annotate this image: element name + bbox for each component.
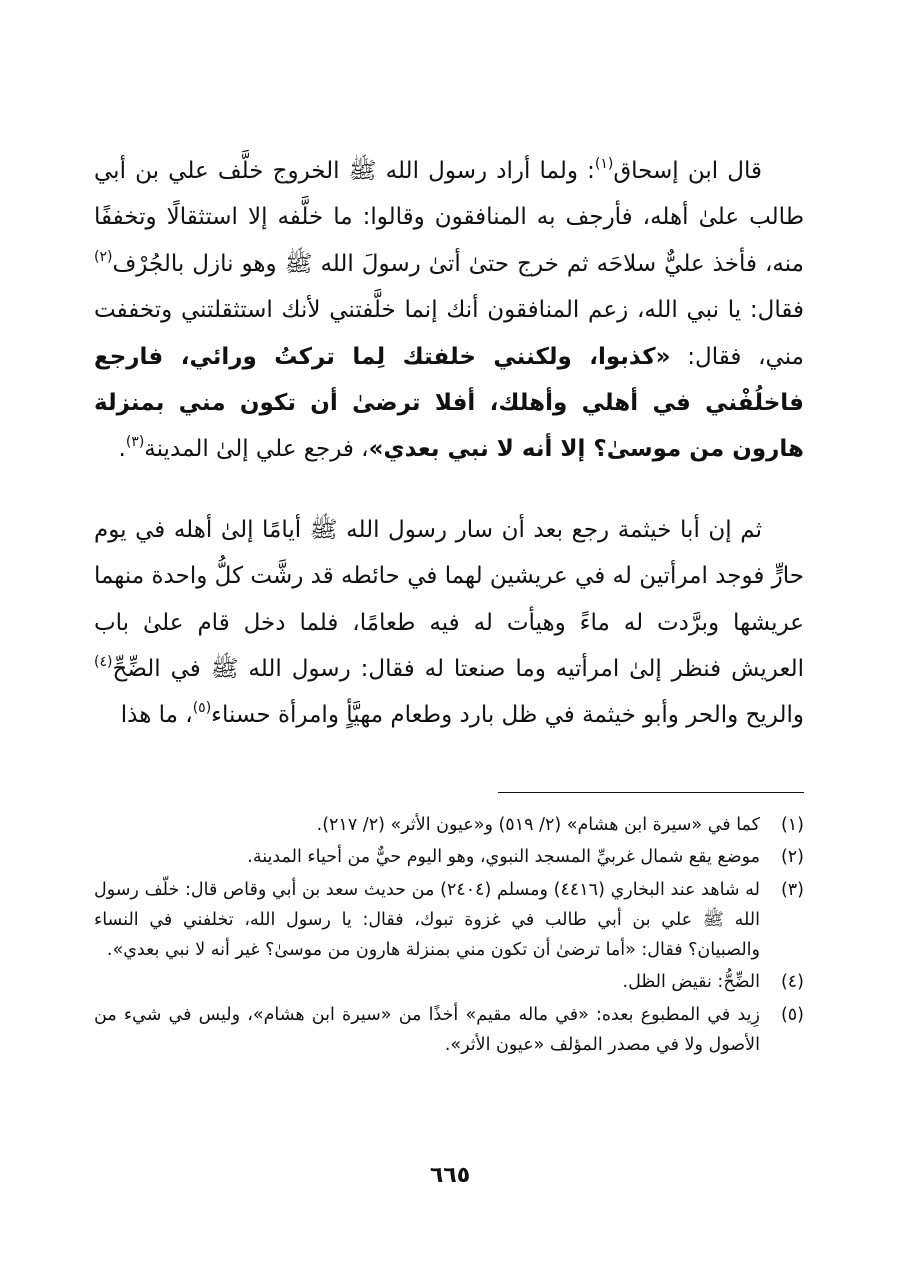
footnote-ref-2[interactable]: (٢) [94, 248, 113, 265]
main-text [94, 148, 804, 739]
footnote-text: زِيد في المطبوع بعده: «في ماله مقيم» أخذًا من «سيرة ابن هشام»، وليس في شيء من الأصول ولا في مصدر المؤلف «عيون الأثر». [94, 1004, 760, 1056]
footnote-text: الضِّحُّ: نقيض الظل. [622, 972, 760, 993]
paragraph-2 [94, 507, 804, 739]
footnote-text: له شاهد عند البخاري (٤٤١٦) ومسلم (٢٤٠٤) من حديث سعد بن أبي وقاص قال: خلّف رسول الله ﷺ علي بن أبي طالب في غزوة تبوك، فقال: يا رسول الله، تخلفني في النساء والصبيان؟ فقال: «أما ترضىٰ أن تكون مني بمنزلة هارون من موسىٰ؟ غير أنه لا نبي بعدي». [94, 879, 760, 961]
paragraph-2-text: ثم إن أبا خيثمة رجع بعد أن سار رسول الله ﷺ أيامًا إلىٰ أهله في يوم حارٍّ فوجد امرأتين له في عريشين لهما في حائطه قد رشَّت كلُّ واحدة منهما عريشها وبرَّدت له ماءً وهيأت له فيه طعامًا، فلما دخل قام علىٰ باب العريش فنظر إلىٰ امرأتيه وما صنعتا له فقال: رسول الله ﷺ في الضِّحِّ [94, 516, 804, 683]
footnote-number: (٣) [780, 879, 804, 900]
page-number: ٦٦٥ [429, 1163, 471, 1188]
paragraph-2-text: ، ما هذا [120, 702, 193, 729]
footnote-number: (٢) [780, 847, 804, 868]
footnote-ref-1[interactable]: (١) [594, 156, 614, 172]
paragraph-2-text: والريح والحر وأبو خيثمة في ظل بارد وطعام مهيَّأٍ وامرأة حسناء [211, 702, 804, 729]
footnote-number: (١) [780, 815, 804, 835]
paragraph-1-text: : ولما أراد رسول الله ﷺ الخروج خلَّف علي بن أبي طالب علىٰ أهله، فأرجف به المنافقون وقالوا: ما خلَّفه إلا استثقالًا وتخففًا منه، فأخذ عليٌّ سلاحَه ثم خرج حتىٰ أتىٰ رسولَ الله ﷺ وهو نازل بالجُرْف [94, 158, 804, 277]
footnote-text: كما في «سيرة ابن هشام» (٢/ ٥١٩) و«عيون الأثر» (٢/ ٢١٧). [316, 815, 760, 835]
footnote-ref-5[interactable]: (٥) [192, 700, 212, 717]
footnote-5 [94, 1000, 804, 1061]
footnotes [94, 810, 804, 1062]
footnote-1 [94, 810, 804, 840]
footnote-ref-3[interactable]: (٣) [125, 434, 145, 451]
footnote-number: (٥) [780, 1004, 804, 1025]
footnote-number: (٤) [780, 972, 804, 993]
footnote-separator [498, 792, 804, 793]
paragraph-1-text: فقال: يا نبي الله، زعم المنافقون أنك إنما خلَّفتني لأنك استثقلتني وتخففت مني، فقال: [94, 297, 804, 370]
paragraph-1 [94, 148, 804, 473]
footnote-ref-4[interactable]: (٤) [94, 654, 113, 671]
footnote-3 [94, 875, 804, 966]
footnote-4 [94, 967, 804, 997]
paragraph-1-text: قال ابن إسحاق [613, 158, 762, 184]
paragraph-1-text: . [118, 436, 126, 463]
footnote-2 [94, 842, 804, 872]
hadith-quote: «كذبوا، ولكنني خلفتك لِما تركتُ ورائي، فارجع فاخلُفْني في أهلي وأهلك، أفلا ترضىٰ أن تكون مني بمنزلة هارون من موسىٰ؟ إلا أنه لا نبي بعدي» [94, 343, 804, 463]
paragraph-1-text: ، فرجع علي إلىٰ المدينة [144, 436, 369, 463]
footnote-text: موضع يقع شمال غربيِّ المسجد النبوي، وهو اليوم حيٌّ من أحياء المدينة. [247, 847, 760, 868]
